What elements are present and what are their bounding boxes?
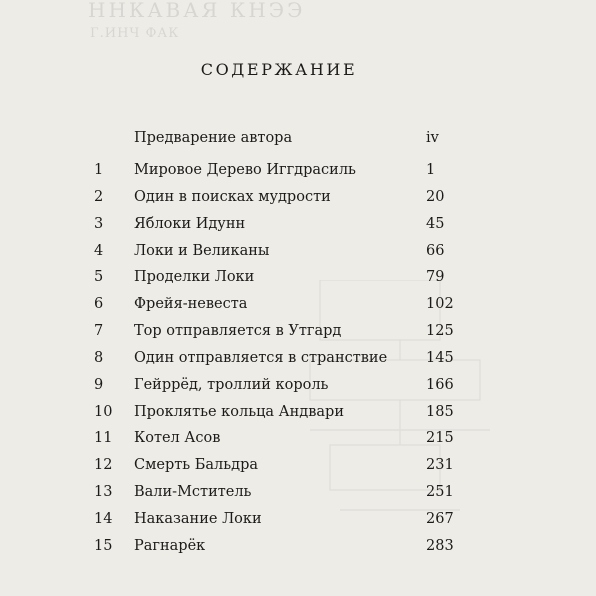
preface-page-number: iv bbox=[426, 130, 439, 146]
toc-entry bbox=[0, 538, 596, 565]
chapter-page-number: 45 bbox=[426, 215, 445, 232]
chapter-page-number: 215 bbox=[426, 430, 454, 447]
toc-entry bbox=[0, 377, 596, 404]
chapter-number: 11 bbox=[94, 430, 113, 447]
chapter-title: Один в поисках мудрости bbox=[134, 188, 331, 205]
chapter-title: Локи и Великаны bbox=[134, 242, 270, 259]
chapter-title: Котел Асов bbox=[134, 430, 221, 447]
chapter-title: Один отправляется в странствие bbox=[134, 349, 388, 366]
toc-entry bbox=[0, 430, 596, 457]
toc-entry bbox=[0, 189, 596, 216]
chapter-page-number: 102 bbox=[426, 296, 454, 313]
chapter-number: 15 bbox=[94, 537, 113, 554]
bleed-through-heading: ННКАВАЯ КНЭЭ bbox=[88, 0, 306, 22]
chapter-title: Мировое Дерево Иггдрасиль bbox=[134, 162, 356, 178]
chapter-page-number: 125 bbox=[426, 323, 454, 340]
toc-chapter-list bbox=[0, 162, 596, 565]
toc-entry bbox=[0, 457, 596, 484]
chapter-page-number: 267 bbox=[426, 510, 454, 527]
toc-entry bbox=[0, 323, 596, 350]
chapter-number: 10 bbox=[94, 403, 113, 420]
chapter-page-number: 79 bbox=[426, 269, 445, 286]
chapter-page-number: 283 bbox=[426, 537, 454, 554]
chapter-number: 5 bbox=[94, 269, 104, 286]
toc-entry bbox=[0, 269, 596, 296]
preface-title: Предварение автора bbox=[134, 130, 293, 146]
chapter-title: Гейррёд, троллий король bbox=[134, 376, 329, 393]
toc-entry bbox=[0, 511, 596, 538]
chapter-number: 4 bbox=[94, 242, 104, 259]
chapter-title: Проклятье кольца Андвари bbox=[134, 403, 344, 420]
toc-entry bbox=[0, 243, 596, 270]
chapter-page-number: 1 bbox=[426, 162, 436, 178]
chapter-title: Рагнарёк bbox=[134, 537, 206, 554]
chapter-title: Смерть Бальдра bbox=[134, 457, 259, 474]
chapter-number: 3 bbox=[94, 215, 104, 232]
chapter-number: 2 bbox=[94, 188, 104, 205]
chapter-number: 7 bbox=[94, 323, 104, 340]
toc-heading: СОДЕРЖАНИЕ bbox=[200, 60, 358, 79]
chapter-number: 14 bbox=[94, 510, 113, 527]
chapter-number: 6 bbox=[94, 296, 104, 313]
toc-entry bbox=[0, 296, 596, 323]
chapter-page-number: 251 bbox=[426, 484, 454, 501]
chapter-page-number: 231 bbox=[426, 457, 454, 474]
chapter-page-number: 66 bbox=[426, 242, 445, 259]
toc-entry bbox=[0, 216, 596, 243]
chapter-title: Вали-Мститель bbox=[134, 484, 252, 501]
chapter-title: Яблоки Идунн bbox=[134, 215, 246, 232]
chapter-page-number: 20 bbox=[426, 188, 445, 205]
toc-entry bbox=[0, 350, 596, 377]
toc-entry bbox=[0, 404, 596, 431]
toc-entry bbox=[0, 162, 596, 189]
chapter-page-number: 145 bbox=[426, 349, 454, 366]
chapter-number: 13 bbox=[94, 484, 113, 501]
chapter-number: 1 bbox=[94, 162, 104, 178]
chapter-title: Тор отправляется в Утгард bbox=[134, 323, 342, 340]
chapter-page-number: 185 bbox=[426, 403, 454, 420]
chapter-page-number: 166 bbox=[426, 376, 454, 393]
chapter-title: Фрейя-невеста bbox=[134, 296, 248, 313]
toc-entry bbox=[0, 484, 596, 511]
chapter-number: 9 bbox=[94, 376, 104, 393]
chapter-title: Проделки Локи bbox=[134, 269, 255, 286]
chapter-title: Наказание Локи bbox=[134, 510, 262, 527]
chapter-number: 12 bbox=[94, 457, 113, 474]
bleed-through-subheading: Г.ИНЧ ФАК bbox=[90, 26, 180, 41]
chapter-number: 8 bbox=[94, 349, 104, 366]
